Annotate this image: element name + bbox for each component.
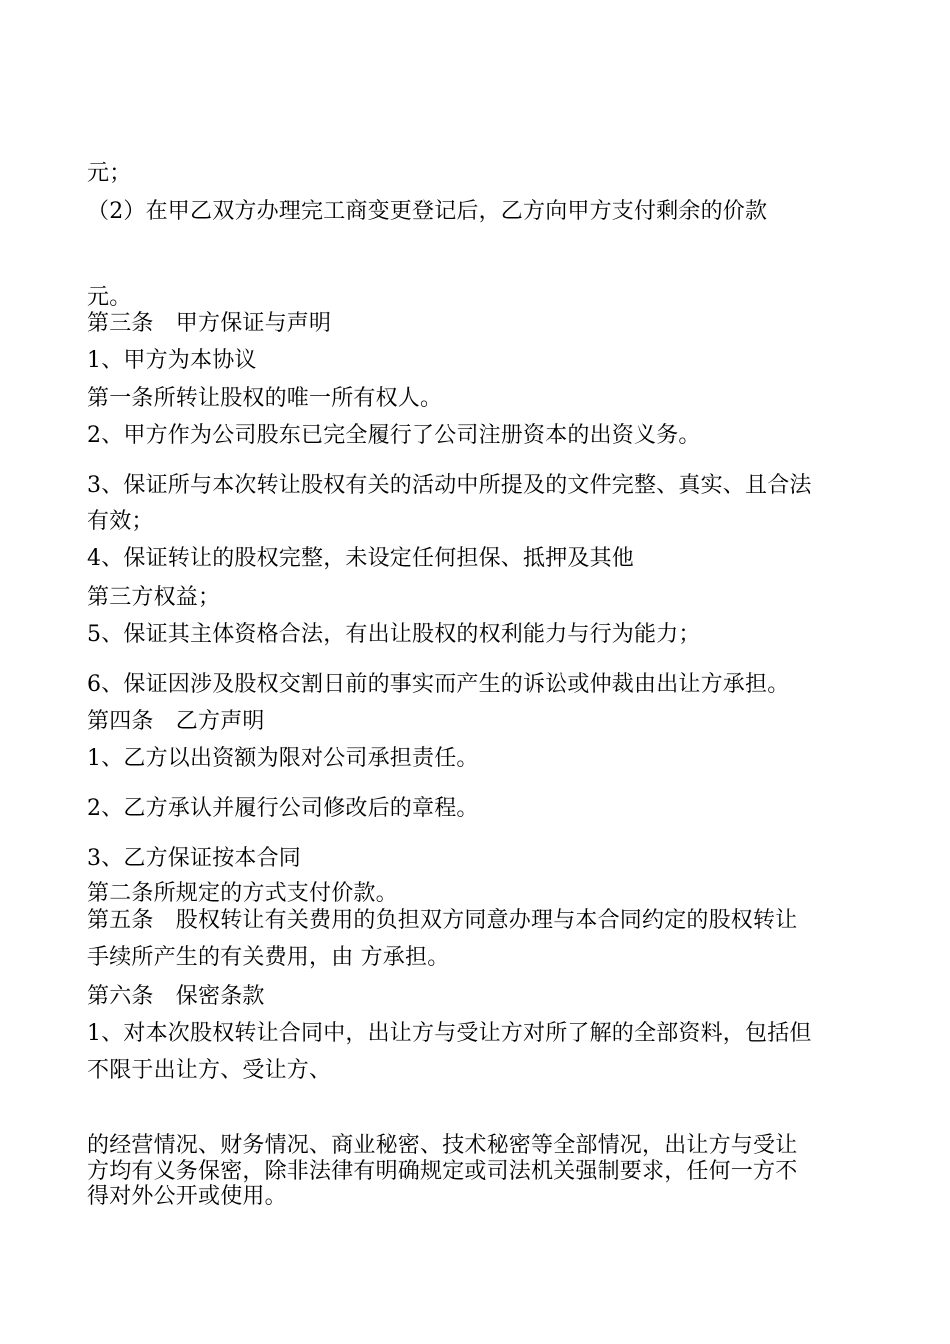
text-line: 6、保证因涉及股权交割日前的事实而产生的诉讼或仲裁由出让方承担。 <box>87 672 790 697</box>
article-heading: 第三条 甲方保证与声明 <box>87 311 332 336</box>
text-line: 3、乙方保证按本合同 <box>87 846 301 871</box>
text-line: 第一条所转让股权的唯一所有权人。 <box>87 386 443 411</box>
text-line: 元； <box>87 161 132 186</box>
text-line: 3、保证所与本次转让股权有关的活动中所提及的文件完整、真实、且合法 <box>87 473 812 498</box>
text-line: 第二条所规定的方式支付价款。 <box>87 881 398 906</box>
text-line: 元。 <box>87 285 132 310</box>
text-line: 不限于出让方、受让方、 <box>87 1058 332 1083</box>
text-line: 手续所产生的有关费用，由 方承担。 <box>87 945 450 970</box>
text-line: 1、甲方为本协议 <box>87 348 257 373</box>
article-heading: 第四条 乙方声明 <box>87 709 265 734</box>
text-line: 的经营情况、财务情况、商业秘密、技术秘密等全部情况，出让方与受让 <box>87 1133 798 1158</box>
article-heading: 第五条 股权转让有关费用的负担双方同意办理与本合同约定的股权转让 <box>87 908 798 933</box>
text-line: （2）在甲乙双方办理完工商变更登记后，乙方向甲方支付剩余的价款 <box>87 199 768 224</box>
article-heading: 第六条 保密条款 <box>87 984 265 1009</box>
text-line: 第三方权益； <box>87 585 221 610</box>
text-line: 2、乙方承认并履行公司修改后的章程。 <box>87 796 479 821</box>
text-line: 1、乙方以出资额为限对公司承担责任。 <box>87 746 479 771</box>
text-line: 1、对本次股权转让合同中，出让方与受让方对所了解的全部资料，包括但 <box>87 1021 812 1046</box>
text-line: 2、甲方作为公司股东已完全履行了公司注册资本的出资义务。 <box>87 423 701 448</box>
text-line: 4、保证转让的股权完整，未设定任何担保、抵押及其他 <box>87 546 634 571</box>
text-line: 得对外公开或使用。 <box>87 1184 287 1209</box>
text-line: 方均有义务保密，除非法律有明确规定或司法机关强制要求，任何一方不 <box>87 1159 798 1184</box>
text-line: 有效； <box>87 509 154 534</box>
text-line: 5、保证其主体资格合法，有出让股权的权利能力与行为能力； <box>87 622 701 647</box>
